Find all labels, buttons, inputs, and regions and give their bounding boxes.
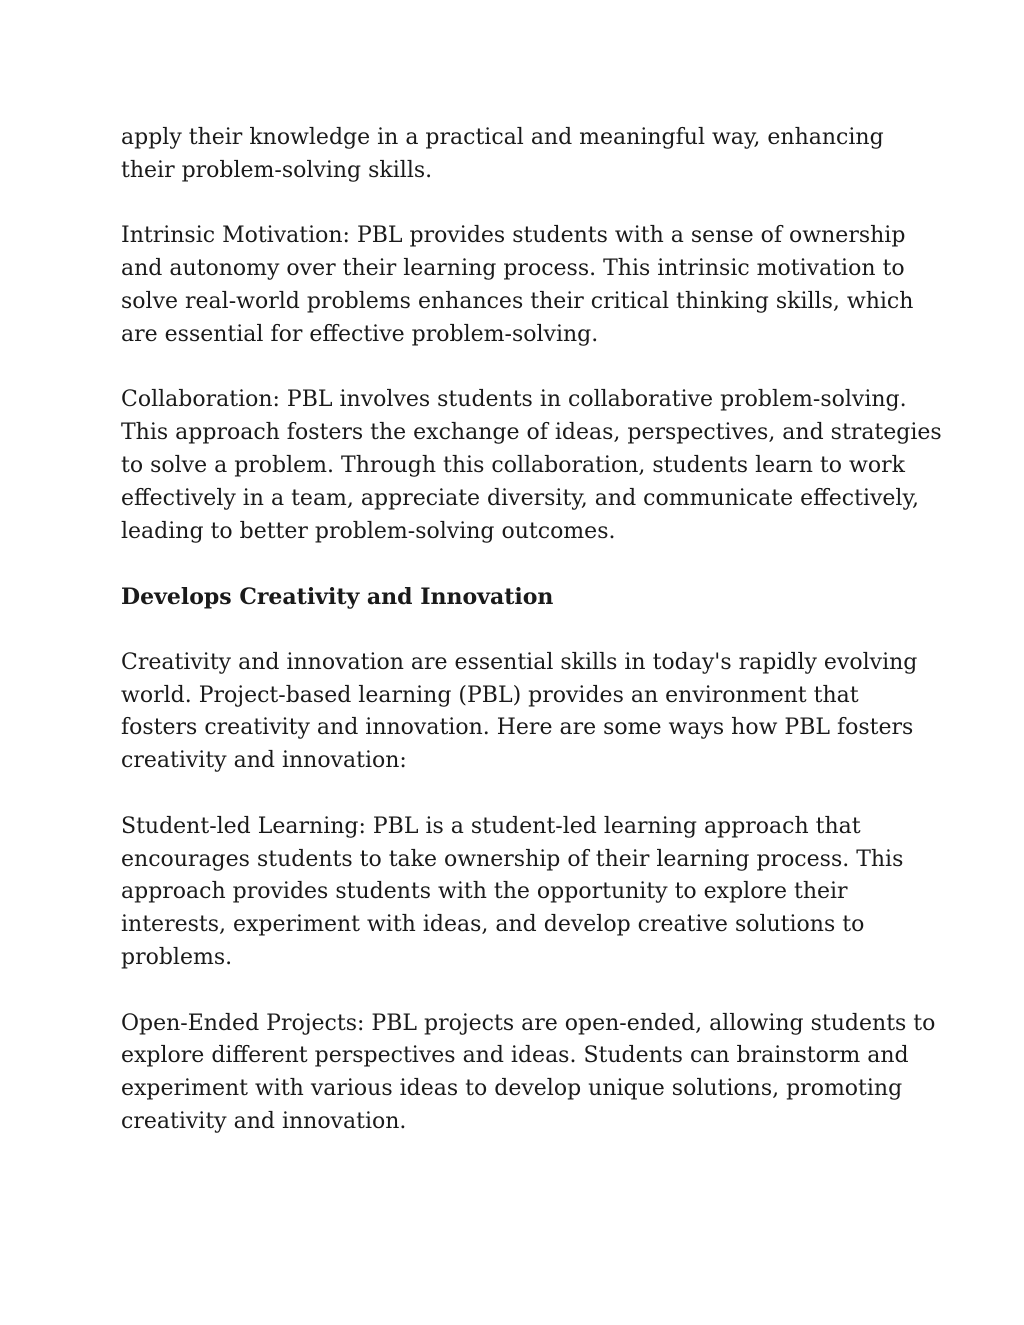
text-line: explore different perspectives and ideas. Students can brainstorm and: [121, 1043, 909, 1069]
section-heading: [121, 581, 921, 614]
text-line: their problem-solving skills.: [121, 157, 433, 183]
text-line: are essential for effective problem-solving.: [121, 321, 599, 347]
text-line: solve real-world problems enhances their critical thinking skills, which: [121, 288, 914, 314]
text-line: approach provides students with the opportunity to explore their: [121, 879, 848, 905]
paragraph-creativity-intro: [121, 647, 921, 778]
text-line: problems.: [121, 944, 233, 970]
text-line: leading to better problem-solving outcomes.: [121, 518, 616, 544]
text-line: Intrinsic Motivation: PBL provides students with a sense of ownership: [121, 223, 906, 249]
text-line: experiment with various ideas to develop unique solutions, promoting: [121, 1076, 903, 1102]
text-line: effectively in a team, appreciate diversity, and communicate effectively,: [121, 485, 919, 511]
text-line: interests, experiment with ideas, and develop creative solutions to: [121, 912, 865, 938]
paragraph-continuation: [121, 122, 921, 188]
text-line: This approach fosters the exchange of ideas, perspectives, and strategies: [121, 420, 942, 446]
text-line: encourages students to take ownership of their learning process. This: [121, 846, 904, 872]
text-line: fosters creativity and innovation. Here are some ways how PBL fosters: [121, 715, 914, 741]
text-line: Open-Ended Projects: PBL projects are open-ended, allowing students to: [121, 1010, 936, 1036]
paragraph-intrinsic-motivation: [121, 220, 921, 351]
text-line: Creativity and innovation are essential skills in today's rapidly evolving: [121, 649, 918, 675]
paragraph-student-led-learning: [121, 811, 921, 975]
text-line: creativity and innovation.: [121, 1108, 407, 1134]
text-line: and autonomy over their learning process. This intrinsic motivation to: [121, 256, 905, 282]
document-page: [121, 122, 942, 1172]
text-line: apply their knowledge in a practical and meaningful way, enhancing: [121, 125, 884, 150]
paragraph-open-ended-projects: [121, 1008, 936, 1139]
paragraph-collaboration: [121, 384, 942, 548]
text-line: to solve a problem. Through this collaboration, students learn to work: [121, 452, 905, 478]
text-line: world. Project-based learning (PBL) provides an environment that: [121, 682, 859, 708]
text-line: Collaboration: PBL involves students in collaborative problem-solving.: [121, 387, 907, 413]
text-line: Student-led Learning: PBL is a student-led learning approach that: [121, 813, 861, 839]
heading-text: Develops Creativity and Innovation: [121, 584, 554, 611]
text-line: creativity and innovation:: [121, 748, 407, 774]
